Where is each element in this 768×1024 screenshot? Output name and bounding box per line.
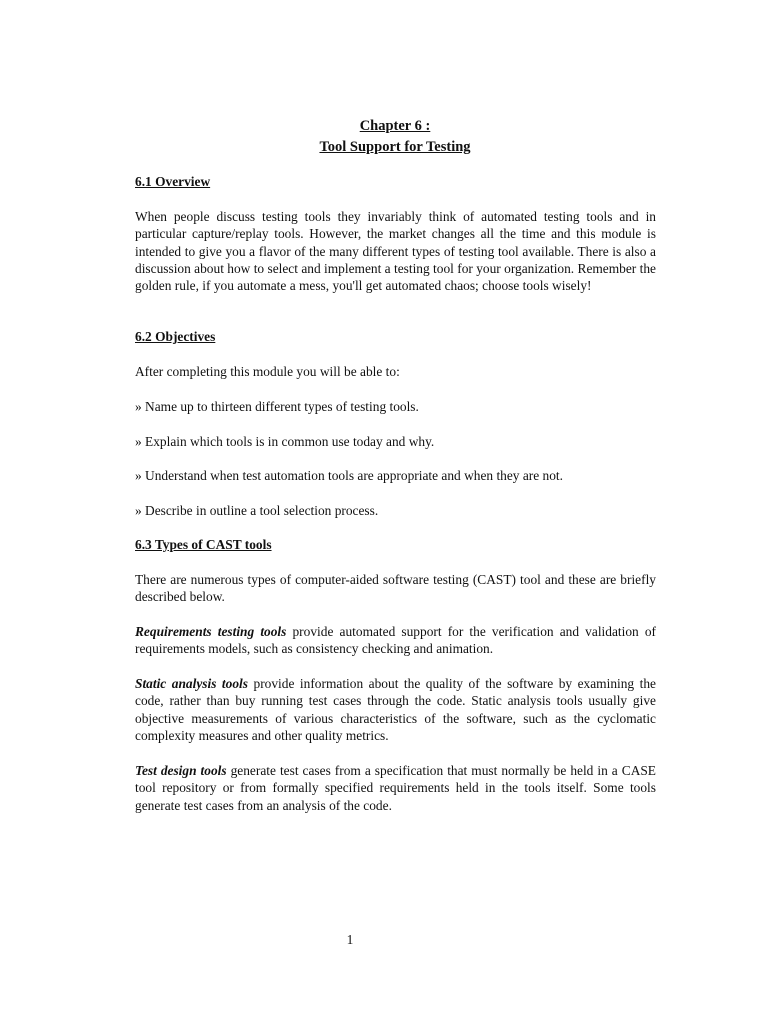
cast-tools-heading: 6.3 Types of CAST tools <box>135 537 272 552</box>
tool-description: generate test cases from a specification that must normally be held in a CASE tool repository or from formally specified requirements held in the tools itself. Some tools generate test cases from an analysis of the code. <box>135 763 656 813</box>
objective-item: » Explain which tools is in common use today and why. <box>135 434 435 449</box>
page-number: 1 <box>346 932 354 947</box>
overview-heading: 6.1 Overview <box>135 174 211 189</box>
tool-term: Static analysis tools <box>135 676 248 691</box>
overview-paragraph: When people discuss testing tools they invariably think of automated testing tools and in particular capture/replay tools. However, the market changes all the time and this module is intended to give you a flavor of the many different types of testing tool available. There is also a discussion about how to select and implement a testing tool for your organization. Remember the golden rule, if you automate a mess, you'll get automated chaos; choose tools wisely! <box>135 209 656 294</box>
chapter-title-block <box>0 116 768 157</box>
objective-item: » Name up to thirteen different types of testing tools. <box>135 399 419 414</box>
tool-description: provide information about the quality of the software by examining the code, rather than buy running test cases through the code. Static analysis tools usually give objective measurements of various characteristics of the software, such as the cyclomatic complexity measures and other quality metrics. <box>135 676 656 743</box>
chapter-number: Chapter 6 : <box>359 118 431 134</box>
static-analysis-tools-paragraph <box>135 675 656 744</box>
tool-term: Test design tools <box>135 763 227 778</box>
objectives-intro: After completing this module you will be able to: <box>135 364 400 379</box>
requirements-testing-tools-paragraph <box>135 623 656 658</box>
objective-item: » Understand when test automation tools are appropriate and when they are not. <box>135 468 563 483</box>
chapter-title: Tool Support for Testing <box>319 138 471 155</box>
tool-term: Requirements testing tools <box>135 624 287 639</box>
test-design-tools-paragraph <box>135 762 656 814</box>
cast-tools-intro: There are numerous types of computer-aided software testing (CAST) tool and these are briefly described below. <box>135 572 656 605</box>
objective-item: » Describe in outline a tool selection process. <box>135 503 379 518</box>
tool-description: provide automated support for the verification and validation of requirements models, such as consistency checking and animation. <box>135 624 656 657</box>
objectives-heading: 6.2 Objectives <box>135 329 216 344</box>
